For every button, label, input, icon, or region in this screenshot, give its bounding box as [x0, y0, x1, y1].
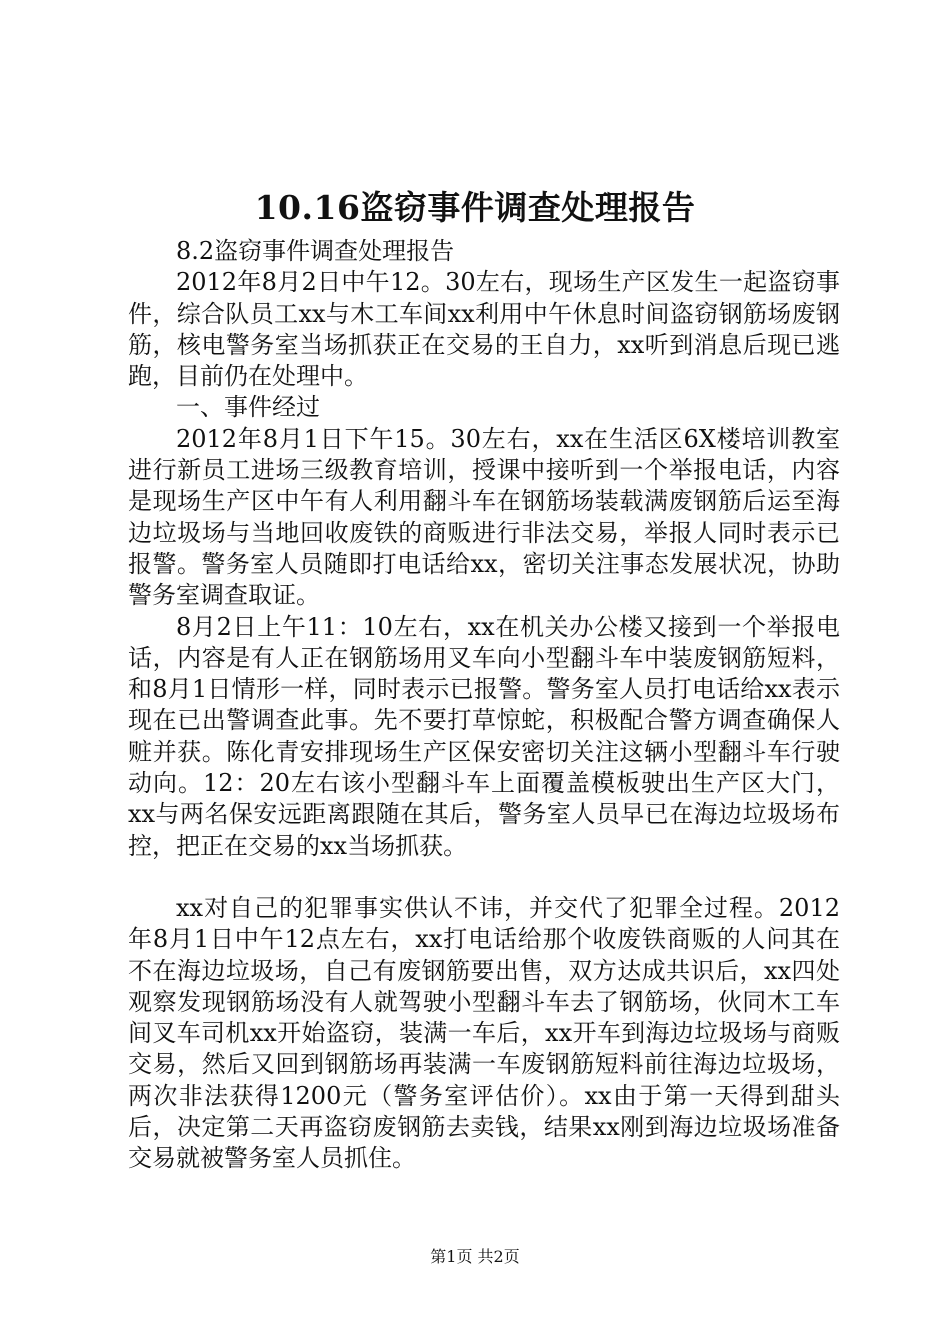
- paragraph-subtitle: 8.2盗窃事件调查处理报告: [176, 237, 455, 265]
- document-title: 10.16盗窃事件调查处理报告: [254, 188, 696, 227]
- page-footer: 第1页 共2页: [430, 1247, 520, 1266]
- document-body: [128, 236, 840, 1175]
- paragraph-event-2: 8月2日上午11：10左右，xx在机关办公楼又接到一个举报电话，内容是有人正在钢筋场用叉车向小型翻斗车中装废钢筋短料，和8月1日情形一样，同时表示已报警。警务室人员打电话给xx表示现在已出警调查此事。先不要打草惊蛇，积极配合警方调查确保人赃并获。陈化青安排现场生产区保安密切关注这辆小型翻斗车行驶动向。12：20左右该小型翻斗车上面覆盖模板驶出生产区大门，xx与两名保安远距离跟随在其后，警务室人员早已在海边垃圾场布控，把正在交易的xx当场抓获。: [128, 612, 840, 860]
- paragraph-summary: 2012年8月2日中午12。30左右，现场生产区发生一起盗窃事件，综合队员工xx与木工车间xx利用中午休息时间盗窃钢筋场废钢筋，核电警务室当场抓获正在交易的王自力，xx听到消息后现已逃跑，目前仍在处理中。: [128, 268, 840, 391]
- paragraph-confession: xx对自己的犯罪事实供认不讳，并交代了犯罪全过程。2012年8月1日中午12点左右，xx打电话给那个收废铁商贩的人问其在不在海边垃圾场，自己有废钢筋要出售，双方达成共识后，xx四处观察发现钢筋场没有人就驾驶小型翻斗车去了钢筋场，伙同木工车间叉车司机xx开始盗窃，装满一车后，xx开车到海边垃圾场与商贩交易，然后又回到钢筋场再装满一车废钢筋短料前往海边垃圾场，两次非法获得1200元（警务室评估价）。xx由于第一天得到甜头后，决定第二天再盗窃废钢筋去卖钱，结果xx刚到海边垃圾场准备交易就被警务室人员抓住。: [128, 893, 840, 1173]
- paragraph-event-1: 2012年8月1日下午15。30左右，xx在生活区6X楼培训教室进行新员工进场三级教育培训，授课中接听到一个举报电话，内容是现场生产区中午有人利用翻斗车在钢筋场装载满废钢筋后运至海边垃圾场与当地回收废铁的商贩进行非法交易，举报人同时表示已报警。警务室人员随即打电话给xx，密切关注事态发展状况，协助警务室调查取证。: [128, 424, 840, 610]
- section-heading: 一、事件经过: [176, 393, 320, 422]
